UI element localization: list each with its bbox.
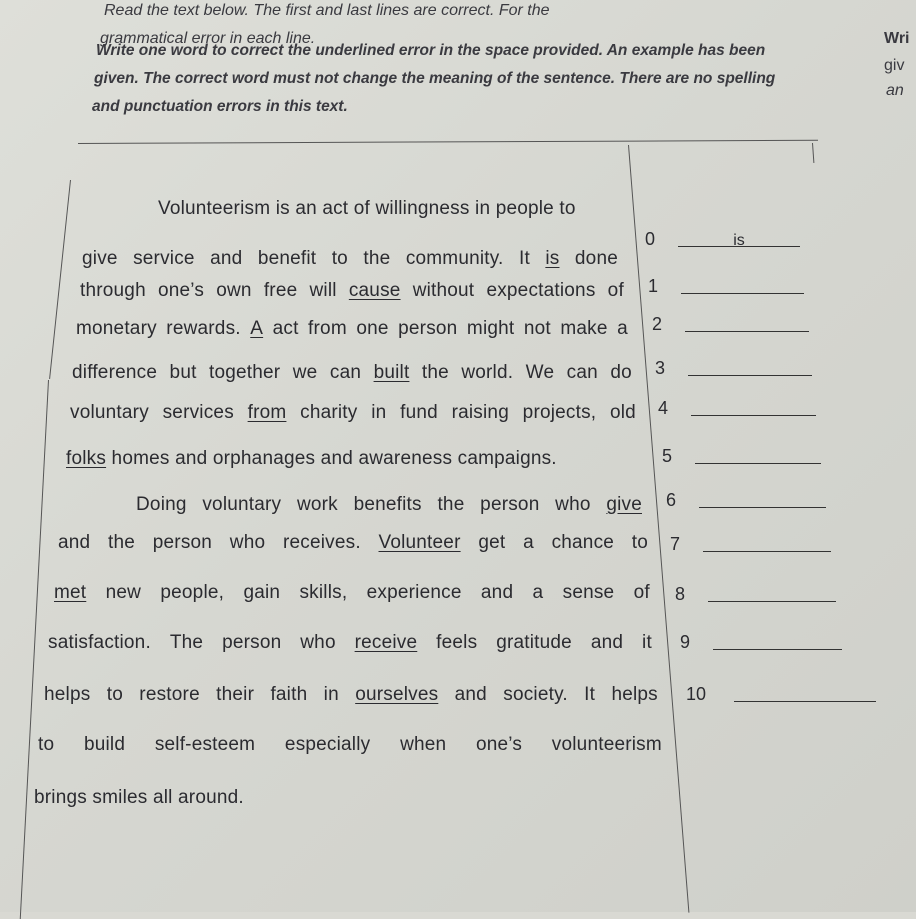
side-text-2: giv	[884, 57, 905, 74]
passage-word: give	[82, 248, 118, 269]
answer-number: 4	[658, 398, 669, 418]
passage-word: person	[480, 494, 540, 515]
instruction-line-5: and punctuation errors in this text.	[92, 98, 348, 115]
passage-line	[54, 582, 650, 604]
passage-word: old	[609, 402, 636, 423]
passage-word: and	[58, 532, 91, 553]
passage-word: volunteerism	[551, 734, 662, 755]
passage-word: restore	[139, 684, 200, 705]
passage-word: raising	[451, 402, 509, 423]
answer-number: 0	[645, 229, 656, 249]
passage-word: the	[437, 494, 465, 515]
passage-word: and	[454, 684, 487, 705]
passage-word: might	[466, 318, 515, 339]
passage-word: own	[216, 280, 252, 301]
passage-word: in	[371, 402, 387, 423]
passage-word: and	[590, 632, 624, 653]
passage-word: together	[209, 362, 281, 383]
answer-blank[interactable]	[699, 493, 826, 508]
answer-blank[interactable]	[685, 317, 809, 332]
passage-word: people,	[160, 582, 225, 603]
passage-word: act	[272, 318, 299, 339]
passage-segment: homes and orphanages and awareness campaigns.	[106, 448, 557, 469]
underlined-error-word: from	[247, 402, 287, 423]
passage-line	[76, 318, 628, 340]
answer-blank[interactable]	[708, 587, 836, 602]
passage-line	[34, 787, 274, 809]
underlined-error-word: met	[54, 582, 87, 603]
passage-word: society.	[503, 684, 568, 705]
passage-line	[72, 362, 632, 384]
instruction-line-1: Read the text below. The first and last lines are correct. For the	[104, 2, 550, 19]
passage-word: especially	[284, 734, 371, 755]
answer-number: 7	[670, 534, 681, 554]
passage-word: It	[518, 248, 530, 269]
passage-word: experience	[366, 582, 462, 603]
passage-line	[136, 494, 642, 516]
passage-line	[82, 248, 618, 270]
passage-word: a	[617, 318, 628, 339]
passage-word: it	[642, 632, 652, 653]
passage-word: gratitude	[496, 632, 572, 653]
passage-word: benefits	[353, 494, 422, 515]
passage-segment: brings smiles all around.	[34, 787, 244, 808]
passage-word: can	[329, 362, 362, 383]
passage-word: person	[222, 632, 282, 653]
table-left-border	[49, 180, 71, 379]
passage-word: one’s	[476, 734, 523, 755]
answer-blank[interactable]	[695, 449, 821, 464]
underlined-error-word: Volunteer	[378, 532, 461, 553]
passage-segment: Volunteerism is an act of willingness in people to	[158, 198, 576, 219]
underlined-error-word: cause	[348, 280, 401, 301]
passage-word: fund	[400, 402, 438, 423]
passage-word: to	[631, 532, 648, 553]
passage-word: services	[162, 402, 234, 423]
side-text-3: an	[886, 82, 904, 99]
passage-word: to	[106, 684, 123, 705]
passage-word: the	[363, 248, 391, 269]
passage-word: rewards.	[166, 318, 241, 339]
answer-blank[interactable]	[681, 279, 804, 294]
passage-word: a	[523, 532, 534, 553]
passage-word: person	[152, 532, 213, 553]
passage-line	[48, 632, 652, 654]
passage-word: helps	[44, 684, 91, 705]
passage-line	[44, 684, 658, 706]
passage-word: a	[532, 582, 544, 603]
passage-word: to	[331, 248, 348, 269]
answer-number: 2	[652, 314, 663, 334]
table-top-border	[78, 140, 818, 144]
passage-word: charity	[300, 402, 358, 423]
passage-word: when	[400, 734, 447, 755]
passage-word: gain	[243, 582, 281, 603]
answer-number: 1	[648, 276, 659, 296]
passage-word: difference	[72, 362, 158, 383]
passage-word: of	[607, 280, 624, 301]
passage-word: Doing	[136, 494, 187, 515]
underlined-error-word: A	[250, 318, 264, 339]
passage-word: one’s	[157, 280, 205, 301]
passage-word: satisfaction.	[48, 632, 151, 653]
side-text-1: Wri	[884, 30, 910, 47]
passage-word: do	[610, 362, 632, 383]
passage-word: voluntary	[202, 494, 282, 515]
passage-word: done	[574, 248, 618, 269]
instruction-line-2: grammatical error in each line.	[100, 30, 316, 47]
passage-word: will	[309, 280, 337, 301]
passage-word: make	[560, 318, 608, 339]
passage-word: It	[584, 684, 596, 705]
answer-number: 8	[675, 584, 686, 604]
underlined-error-word: receive	[354, 632, 418, 653]
passage-word: of	[633, 582, 650, 603]
passage-word: helps	[611, 684, 658, 705]
passage-word: monetary	[76, 318, 157, 339]
answer-blank[interactable]: is	[678, 232, 800, 247]
passage-word: their	[216, 684, 255, 705]
passage-line	[58, 532, 648, 554]
passage-word: benefit	[257, 248, 317, 269]
underlined-error-word: ourselves	[355, 684, 439, 705]
answer-number: 6	[666, 490, 677, 510]
passage-word: free	[263, 280, 298, 301]
passage-word: voluntary	[70, 402, 149, 423]
passage-word: We	[525, 362, 555, 383]
passage-word: the	[421, 362, 449, 383]
passage-word: get	[478, 532, 506, 553]
passage-word: the	[108, 532, 136, 553]
passage-word: work	[296, 494, 338, 515]
passage-word: skills,	[299, 582, 348, 603]
passage-word: self-esteem	[154, 734, 256, 755]
passage-word: projects,	[522, 402, 597, 423]
passage-word: new	[105, 582, 142, 603]
passage-word: and	[210, 248, 243, 269]
passage-word: without	[412, 280, 475, 301]
underlined-error-word: folks	[66, 448, 107, 469]
passage-line	[80, 280, 624, 302]
passage-line	[70, 402, 636, 424]
answer-blank[interactable]	[713, 635, 842, 650]
passage-word: sense	[562, 582, 615, 603]
passage-word: The	[169, 632, 204, 653]
passage-word: build	[83, 734, 126, 755]
passage-line	[158, 198, 616, 220]
passage-line	[66, 448, 588, 470]
answer-number: 3	[655, 358, 666, 378]
instruction-line-3: Write one word to correct the underlined error in the space provided. An example has been	[96, 42, 766, 59]
passage-word: in	[323, 684, 339, 705]
passage-word: from	[308, 318, 347, 339]
underlined-error-word: is	[545, 248, 560, 269]
passage-word: one	[356, 318, 389, 339]
passage-word: can	[566, 362, 598, 383]
passage-word: world.	[461, 362, 514, 383]
passage-word: person	[398, 318, 458, 339]
passage-line	[38, 734, 662, 756]
passage-word: we	[292, 362, 318, 383]
answer-blank[interactable]	[703, 537, 831, 552]
passage-word: feels	[436, 632, 478, 653]
passage-word: through	[80, 280, 146, 301]
answer-number: 9	[680, 632, 691, 652]
answer-blank[interactable]	[688, 361, 812, 376]
passage-word: who	[300, 632, 336, 653]
passage-word: and	[480, 582, 514, 603]
passage-word: chance	[551, 532, 615, 553]
table-right-border	[812, 143, 814, 163]
passage-word: who	[229, 532, 266, 553]
underlined-error-word: built	[373, 362, 410, 383]
answer-number: 10	[686, 684, 707, 704]
answer-number: 5	[662, 446, 673, 466]
passage-word: but	[169, 362, 197, 383]
passage-word: expectations	[486, 280, 596, 301]
instruction-line-4: given. The correct word must not change the meaning of the sentence. There are no spelling	[94, 70, 776, 87]
passage-word: faith	[270, 684, 308, 705]
table-column-divider	[628, 145, 689, 913]
passage-word: who	[555, 494, 591, 515]
table-left-border-lower	[20, 380, 49, 919]
answer-blank[interactable]	[734, 687, 876, 702]
passage-word: receives.	[282, 532, 361, 553]
passage-word: to	[38, 734, 55, 755]
passage-word: not	[523, 318, 551, 339]
passage-word: service	[133, 248, 195, 269]
answer-blank[interactable]	[691, 401, 816, 416]
underlined-error-word: give	[606, 494, 642, 515]
passage-word: community.	[405, 248, 504, 269]
